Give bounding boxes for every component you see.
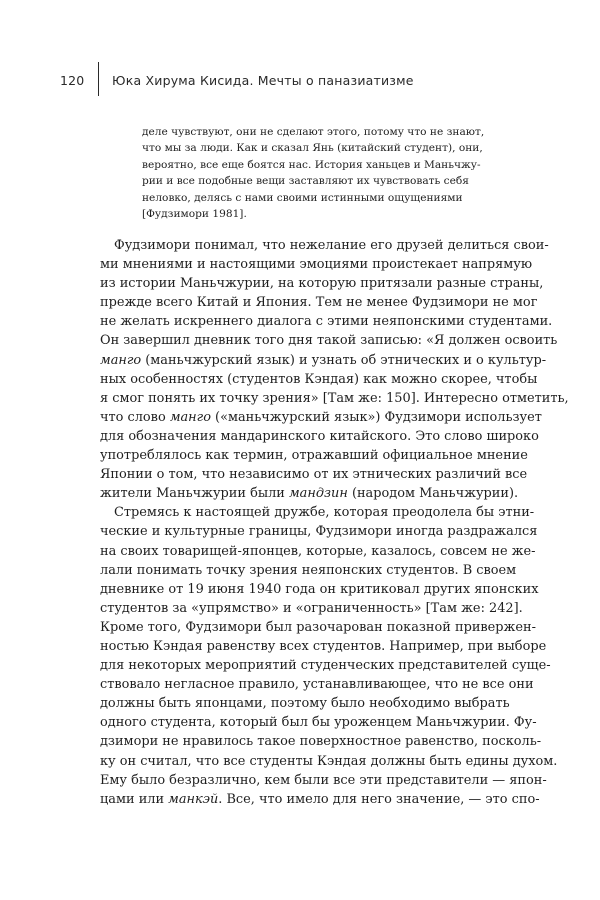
- paragraph-2: [100, 503, 558, 809]
- text-line: из истории Маньчжурии, на которую притязали разные страны,: [100, 276, 544, 292]
- text-line: лали понимать точку зрения неяпонских студентов. В своем: [100, 562, 517, 578]
- text-line: для некоторых мероприятий студенческих представителей суще-: [100, 658, 551, 674]
- text-line: [100, 790, 540, 809]
- text-line: употреблялось как термин, отражавший официальное мнение: [100, 448, 528, 464]
- header-divider: [98, 62, 99, 96]
- italic-term: манго: [169, 409, 211, 425]
- text-line: Ему было безразлично, кем были все эти представители — япон-: [100, 772, 547, 788]
- text-line: на своих товарищей-японцев, которые, казалось, совсем не же-: [100, 543, 536, 559]
- text-line: [100, 408, 542, 427]
- italic-term: манго: [100, 352, 142, 368]
- text-line: студентов за «упрямство» и «ограниченность» [Там же: 242].: [100, 600, 523, 616]
- quote-line: вероятно, все еще боятся нас. История ханьцев и Маньчжу-: [142, 158, 481, 171]
- page-number: 120: [60, 73, 85, 88]
- text-line: ствовало негласное правило, устанавливающее, что не все они: [100, 677, 534, 693]
- quote-line: что мы за люди. Как и сказал Янь (китайский студент), они,: [142, 142, 483, 155]
- block-quote: [142, 124, 485, 222]
- paragraph-1: [100, 236, 569, 503]
- text-run: (маньчжурский язык) и узнать об этнических и о культур-: [141, 352, 547, 368]
- text-line: дневнике от 19 июня 1940 года он критиковал других японских: [100, 581, 539, 597]
- text-run: (народом Маньчжурии).: [347, 486, 519, 502]
- text-line: [100, 484, 519, 503]
- text-line: дзимори не нравилось такое поверхностное равенство, посколь-: [100, 734, 542, 750]
- text-run: . Все, что имело для него значение, — это спо-: [218, 791, 540, 807]
- text-line: Японии о том, что независимо от их этнических различий все: [100, 467, 528, 483]
- text-run: («маньчжурский язык») Фудзимори использует: [210, 409, 542, 425]
- text-run: цами или: [100, 791, 169, 807]
- quote-line: [Фудзимори 1981].: [142, 208, 247, 221]
- quote-line: рии и все подобные вещи заставляют их чувствовать себя: [142, 175, 469, 188]
- body-text: [100, 236, 569, 809]
- text-line: я смог понять их точку зрения» [Там же: 150]. Интересно отметить,: [100, 390, 569, 406]
- running-title: Юка Хирума Кисида. Мечты о паназиатизме: [112, 73, 414, 88]
- text-line: Он завершил дневник того дня такой записью: «Я должен освоить: [100, 333, 558, 349]
- text-line: не желать искреннего диалога с этими неяпонскими студентами.: [100, 314, 553, 330]
- running-head: [60, 62, 540, 96]
- italic-term: мандзин: [288, 486, 348, 502]
- italic-term: манкэй: [168, 791, 219, 807]
- text-line: [100, 351, 547, 370]
- text-line: ку он считал, что все студенты Кэндая должны быть едины духом.: [100, 753, 558, 769]
- text-run: что слово: [100, 409, 170, 425]
- text-line: Кроме того, Фудзимори был разочарован показной привержен-: [100, 619, 536, 635]
- text-line: одного студента, который был бы уроженцем Маньчжурии. Фу-: [100, 715, 537, 731]
- text-line: ностью Кэндая равенству всех студентов. Например, при выборе: [100, 638, 547, 654]
- text-line: ческие и культурные границы, Фудзимори иногда раздражался: [100, 524, 538, 540]
- text-line: для обозначения мандаринского китайского. Это слово широко: [100, 428, 539, 444]
- text-line: прежде всего Китай и Япония. Тем не менее Фудзимори не мог: [100, 295, 538, 311]
- text-line: ми мнениями и настоящими эмоциями проистекает напрямую: [100, 257, 533, 273]
- text-line: должны быть японцами, поэтому было необходимо выбрать: [100, 696, 510, 712]
- text-run: жители Маньчжурии были: [100, 486, 289, 502]
- text-line: Фудзимори понимал, что нежелание его друзей делиться свои-: [114, 238, 549, 253]
- text-line: ных особенностях (студентов Кэндая) как можно скорее, чтобы: [100, 371, 538, 387]
- quote-line: деле чувствуют, они не сделают этого, потому что не знают,: [142, 126, 485, 138]
- text-line: Стремясь к настоящей дружбе, которая преодолела бы этни-: [114, 505, 535, 521]
- quote-line: неловко, делясь с нами своими истинными ощущениями: [142, 191, 463, 204]
